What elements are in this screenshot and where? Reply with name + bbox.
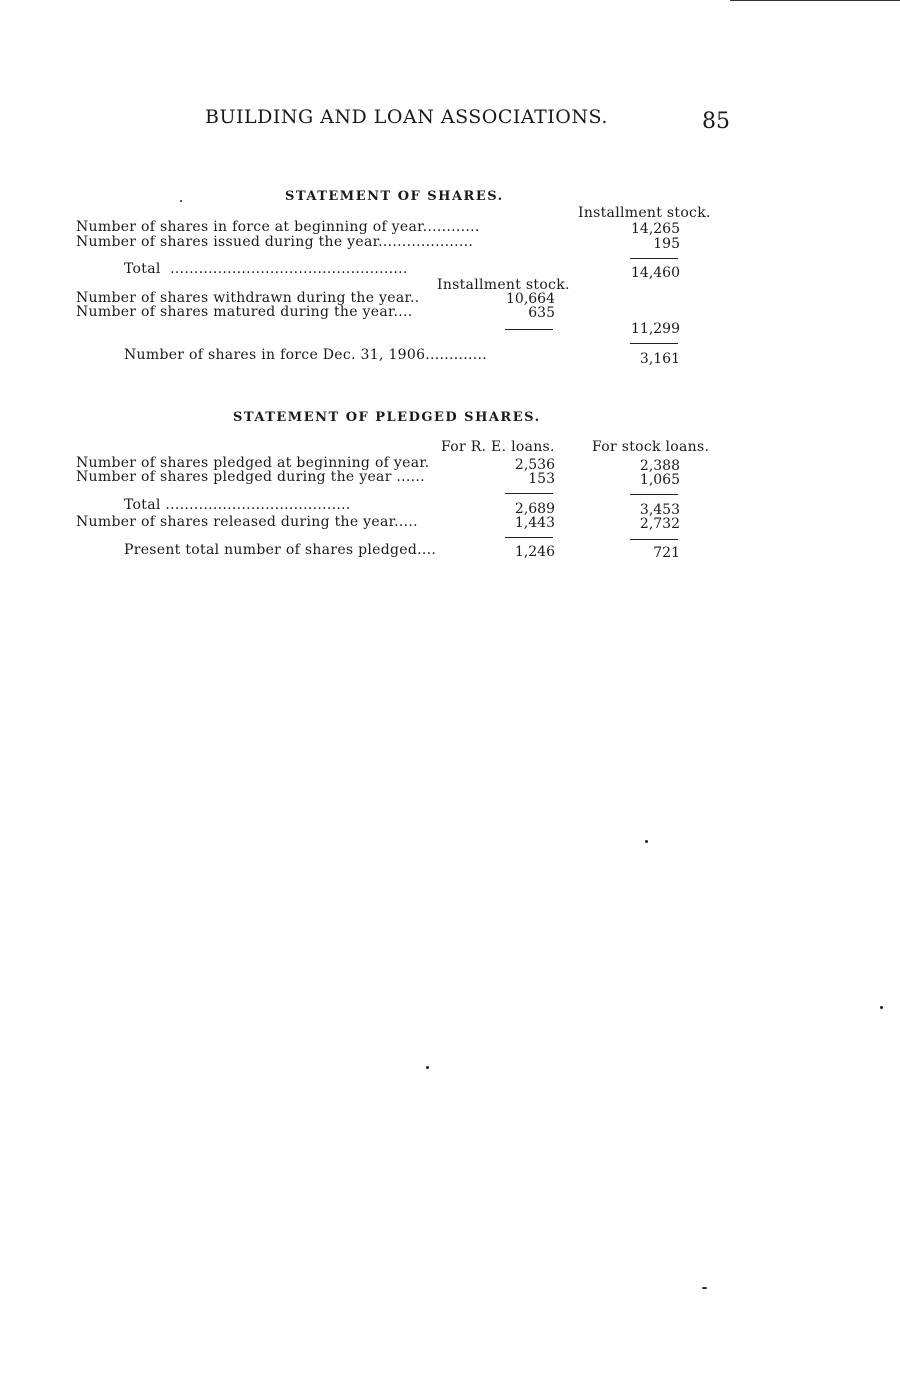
shares-final-value: 3,161: [639, 351, 680, 367]
shares-row-label: Number of shares in force at beginning of year............: [76, 219, 480, 235]
pledged-col-re: For R. E. loans.: [441, 439, 555, 455]
scan-speck: [180, 200, 182, 202]
page-edge-line: [730, 0, 900, 1]
pledged-total-stock: 3,453: [639, 502, 680, 518]
pledged-row-stock: 1,065: [639, 472, 680, 488]
shares-deduction-label: Number of shares withdrawn during the year..: [76, 290, 420, 306]
shares-row-value: 195: [653, 236, 680, 252]
pledged-row-re: 2,536: [514, 457, 555, 473]
sum-rule: [505, 329, 553, 330]
pledged-row-stock: 2,388: [639, 458, 680, 474]
shares-deduction-total: 11,299: [631, 321, 680, 337]
sum-rule: [630, 494, 678, 495]
pledged-row-label: Number of shares pledged during the year ......: [76, 469, 425, 485]
shares-final-label: Number of shares in force Dec. 31, 1906.............: [124, 347, 488, 363]
shares-deduction-value: 10,664: [506, 291, 555, 307]
scan-speck: [645, 840, 648, 843]
page-title: BUILDING AND LOAN ASSOCIATIONS.: [205, 106, 608, 128]
scan-speck: [426, 1066, 429, 1069]
sum-rule: [630, 343, 678, 344]
pledged-present-label: Present total number of shares pledged....: [124, 542, 437, 558]
pledged-total-label: Total .......................................: [124, 497, 351, 513]
shares-deduction-value: 635: [528, 305, 555, 321]
pledged-section-title: STATEMENT OF PLEDGED SHARES.: [233, 410, 541, 425]
sum-rule: [630, 539, 678, 540]
shares-total-value: 14,460: [631, 265, 680, 281]
pledged-released-stock: 2,732: [639, 516, 680, 532]
shares-section-title: STATEMENT OF SHARES.: [285, 189, 504, 204]
pledged-released-label: Number of shares released during the year.....: [76, 514, 418, 530]
page-number: 85: [702, 109, 730, 134]
shares-column-label: Installment stock.: [578, 205, 711, 221]
shares-total-label: Total ..................................................: [124, 261, 408, 277]
sum-rule: [630, 258, 678, 259]
scan-speck: [880, 1006, 883, 1009]
pledged-row-re: 153: [528, 471, 555, 487]
pledged-total-re: 2,689: [514, 501, 555, 517]
shares-row-value: 14,265: [631, 221, 680, 237]
sum-rule: [505, 537, 553, 538]
pledged-present-re: 1,246: [514, 544, 555, 560]
shares-row-label: Number of shares issued during the year....................: [76, 234, 474, 250]
shares-deduction-label: Number of shares matured during the year....: [76, 304, 413, 320]
pledged-released-re: 1,443: [514, 515, 555, 531]
pledged-present-stock: 721: [653, 545, 680, 561]
sum-rule: [505, 493, 553, 494]
shares-sub-column-label: Installment stock.: [437, 277, 570, 293]
pledged-col-stock: For stock loans.: [592, 439, 710, 455]
scan-speck: [702, 1287, 707, 1289]
pledged-row-label: Number of shares pledged at beginning of year.: [76, 455, 430, 471]
